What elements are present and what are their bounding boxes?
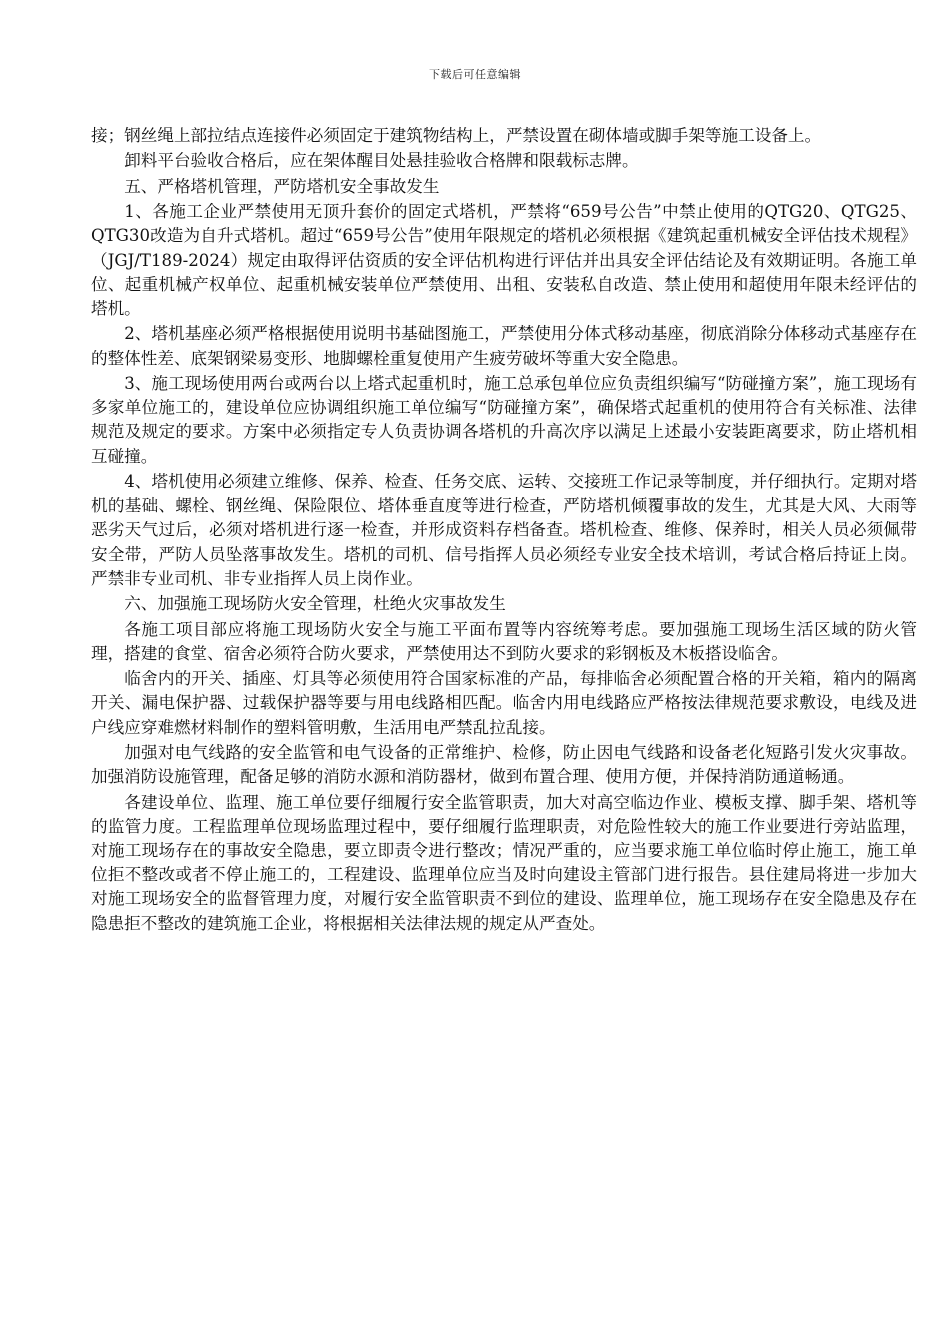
paragraph: 加强对电气线路的安全监管和电气设备的正常维护、检修，防止因电气线路和设备老化短路引发火灾事故。加强消防设施管理，配备足够的消防水源和消防器材，做到布置合理、使用方便，并保持消防通道畅通。	[91, 742, 917, 787]
header-note: 下载后可任意编辑	[429, 68, 521, 81]
paragraph: 1、各施工企业严禁使用无顶升套价的固定式塔机，严禁将“659号公告”中禁止使用的QTG20、QTG25、QTG30改造为自升式塔机。超过“659号公告”使用年限规定的塔机必须根据《建筑起重机械安全评估技术规程》（JGJ/T189-2024）规定由取得评估资质的安全评估机构进行评估并出具安全评估结论及有效期证明。各施工单位、起重机械产权单位、起重机械安装单位严禁使用、出租、安装私自改造、禁止使用和超使用年限未经评估的塔机。	[91, 202, 917, 318]
paragraph: 4、塔机使用必须建立维修、保养、检查、任务交底、运转、交接班工作记录等制度，并仔细执行。定期对塔机的基础、螺栓、钢丝绳、保险限位、塔体垂直度等进行检查，严防塔机倾覆事故的发生，尤其是大风、大雨等恶劣天气过后，必须对塔机进行逐一检查，并形成资料存档备查。塔机检查、维修、保养时，相关人员必须佩带安全带，严防人员坠落事故发生。塔机的司机、信号指挥人员必须经专业安全技术培训，考试合格后持证上岗。严禁非专业司机、非专业指挥人员上岗作业。	[91, 471, 917, 588]
paragraph: 临舍内的开关、插座、灯具等必须使用符合国家标准的产品，每排临舍必须配置合格的开关箱，箱内的隔离开关、漏电保护器、过载保护器等要与用电线路相匹配。临舍内用电线路应严格按法律规范要求敷设，电线及进户线应穿难燃材料制作的塑料管明敷，生活用电严禁乱拉乱接。	[91, 669, 917, 737]
paragraph: 各建设单位、监理、施工单位要仔细履行安全监管职责，加大对高空临边作业、模板支撑、脚手架、塔机等的监管力度。工程监理单位现场监理过程中，要仔细履行监理职责，对危险性较大的施工作业要进行旁站监理，对施工现场存在的事故安全隐患，要立即责令进行整改；情况严重的，应当要求施工单位临时停止施工，施工单位拒不整改或者不停止施工的，工程建设、监理单位应当及时向建设主管部门进行报告。县住建局将进一步加大对施工现场安全的监督管理力度，对履行安全监管职责不到位的建设、监理单位，施工现场存在安全隐患及存在隐患拒不整改的建筑施工企业，将根据相关法律法规的规定从严查处。	[91, 792, 917, 933]
section-heading-5: 五、严格塔机管理，严防塔机安全事故发生	[124, 176, 440, 196]
document-body	[91, 124, 917, 937]
paragraph-continuation: 接；钢丝绳上部拉结点连接件必须固定于建筑物结构上，严禁设置在砌体墙或脚手架等施工设备上。	[91, 126, 822, 145]
paragraph: 3、施工现场使用两台或两台以上塔式起重机时，施工总承包单位应负责组织编写“防碰撞方案”，施工现场有多家单位施工的，建设单位应协调组织施工单位编写“防碰撞方案”，确保塔式起重机的使用符合有关标准、法律规范及规定的要求。方案中必须指定专人负责协调各塔机的升高次序以满足上述最小安装距离要求，防止塔机相互碰撞。	[91, 373, 917, 466]
section-heading-6: 六、加强施工现场防火安全管理，杜绝火灾事故发生	[124, 594, 506, 614]
paragraph: 各施工项目部应将施工现场防火安全与施工平面布置等内容统筹考虑。要加强施工现场生活区域的防火管理，搭建的食堂、宿舍必须符合防火要求，严禁使用达不到防火要求的彩钢板及木板搭设临舍。	[91, 619, 917, 663]
paragraph: 卸料平台验收合格后，应在架体醒目处悬挂验收合格牌和限载标志牌。	[124, 151, 639, 171]
paragraph: 2、塔机基座必须严格根据使用说明书基础图施工，严禁使用分体式移动基座，彻底消除分体移动式基座存在的整体性差、底架钢梁易变形、地脚螺栓重复使用产生疲劳破坏等重大安全隐患。	[91, 324, 917, 368]
